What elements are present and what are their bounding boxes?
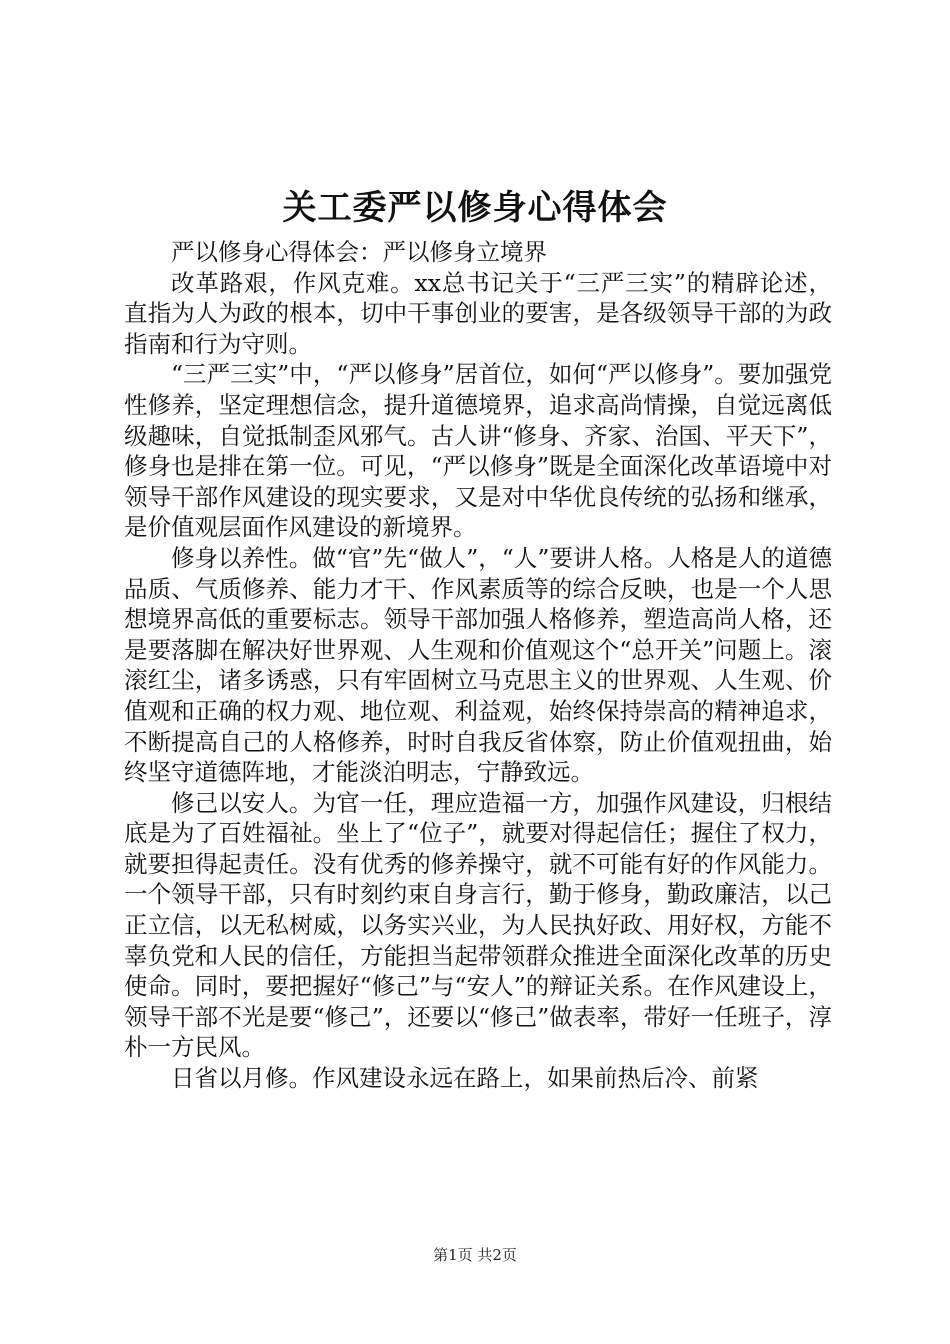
paragraph: 日省以月修。作风建设永远在路上，如果前热后冷、前紧 bbox=[171, 1064, 759, 1093]
page-number-footer: 第1页 共2页 bbox=[433, 1246, 517, 1264]
paragraph: 修身以养性。做“官”先“做人”，“人”要讲人格。人格是人的道德品质、气质修养、能力才干、作风素质等的综合反映，也是一个人思想境界高低的重要标志。领导干部加强人格修养，塑造高尚人格，还是要落脚在解决好世界观、人生观和价值观这个“总开关”问题上。滚滚红尘，诸多诱惑，只有牢固树立马克思主义的世界观、人生观、价值观和正确的权力观、地位观、利益观，始终保持崇高的精神追求，不断提高自己的人格修养，时时自我反省体察，防止价值观扭曲，始终坚守道德阵地，才能淡泊明志，宁静致远。 bbox=[124, 543, 832, 787]
document-title: 关工委严以修身心得体会 bbox=[282, 188, 668, 228]
paragraph: 修己以安人。为官一任，理应造福一方，加强作风建设，归根结底是为了百姓福祉。坐上了“位子”，就要对得起信任；握住了权力，就要担得起责任。没有优秀的修养操守，就不可能有好的作风能力。一个领导干部，只有时刻约束自身言行，勤于修身，勤政廉洁，以己正立信，以无私树威，以务实兴业，为人民执好政、用好权，方能不辜负党和人民的信任，方能担当起带领群众推进全面深化改革的历史使命。同时，要把握好“修己”与“安人”的辩证关系。在作风建设上，领导干部不光是要“修己”，还要以“修己”做表率，带好一任班子，淳朴一方民风。 bbox=[124, 788, 832, 1062]
paragraph: “三严三实”中，“严以修身”居首位，如何“严以修身”。要加强党性修养，坚定理想信念，提升道德境界，追求高尚情操，自觉远离低级趣味，自觉抵制歪风邪气。古人讲“修身、齐家、治国、平天下”，修身也是排在第一位。可见，“严以修身”既是全面深化改革语境中对领导干部作风建设的现实要求，又是对中华优良传统的弘扬和继承，是价值观层面作风建设的新境界。 bbox=[124, 360, 832, 542]
paragraph: 改革路艰，作风克难。xx总书记关于“三严三实”的精辟论述，直指为人为政的根本，切中干事创业的要害，是各级领导干部的为政指南和行为守则。 bbox=[124, 268, 832, 358]
subtitle-paragraph: 严以修身心得体会：严以修身立境界 bbox=[171, 238, 547, 266]
document-body bbox=[124, 237, 832, 1094]
